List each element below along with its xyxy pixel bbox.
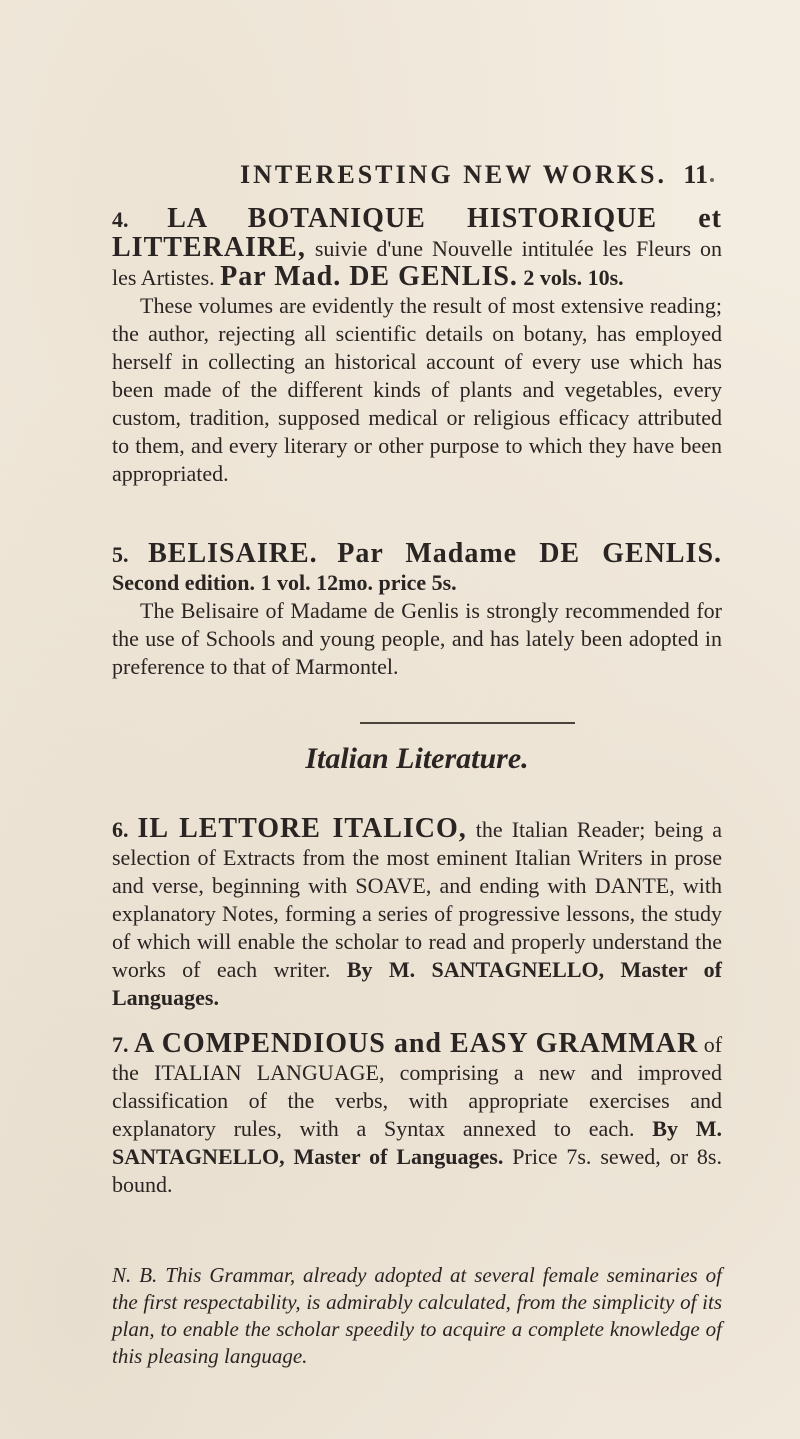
entry-description: the Italian Reader; being a selection of Extracts from the most eminent Italian Writers in prose and verse, beginning with SOAVE, and ending with DANTE, with explanatory Notes, forming a series of progressive lessons, the study of which will enable the scholar to read and properly understand the works of each writer. bbox=[112, 817, 723, 982]
entry-description: These volumes are evidently the result of most extensive reading; the author, rejecting all scientific details on botany, has employed herself in collecting an historical account of every use which has been made of the different kinds of plants and vegetables, every custom, tradition, supposed medical or religious efficacy attributed to them, and every literary or other purpose to which they have been appropriated. bbox=[112, 293, 722, 486]
entry-format: 2 vols. 10s. bbox=[523, 265, 624, 290]
entry-7-grammar bbox=[112, 1030, 722, 1199]
entry-5-belisaire bbox=[112, 540, 722, 681]
entry-author: By M. SANTAGNELLO, Master of Languages. bbox=[112, 957, 723, 1010]
entry-number: 7. bbox=[112, 1032, 129, 1057]
entry-price: Price 7s. sewed, or 8s. bound. bbox=[112, 1144, 722, 1197]
ink-dot bbox=[710, 178, 714, 182]
entry-description: The Belisaire of Madame de Genlis is strongly recommended for the use of Schools and young people, and has lately been adopted in preference to that of Marmontel. bbox=[112, 598, 722, 679]
entry-format: Second edition. 1 vol. 12mo. price 5s. bbox=[112, 570, 457, 595]
entry-6-lettore bbox=[112, 815, 722, 1012]
entry-4-botanique bbox=[112, 205, 722, 488]
section-title: Italian Literature. bbox=[305, 742, 529, 775]
entry-number: 5. bbox=[112, 542, 129, 567]
entry-author: Par Madame DE GENLIS. bbox=[337, 538, 723, 569]
entry-subtitle: suivie d'une Nouvelle intitulée les Fleurs on les Artistes. bbox=[112, 236, 723, 290]
entry-heading: LA BOTANIQUE HISTORIQUE et LITTERAIRE, bbox=[112, 203, 722, 263]
section-rule bbox=[360, 722, 575, 724]
running-head-title: INTERESTING NEW WORKS. bbox=[240, 160, 667, 189]
entry-heading: A COMPENDIOUS and EASY GRAMMAR bbox=[134, 1028, 699, 1059]
entry-author: By M. SANTAGNELLO, Master of Languages. bbox=[112, 1116, 722, 1169]
running-head bbox=[232, 160, 712, 200]
entry-number: 4. bbox=[112, 207, 129, 232]
grammar-note: N. B. This Grammar, already adopted at several female seminaries of the first respectability, is admirably calculated, from the simplicity of its plan, to enable the scholar speedily to acquire a complete knowledge of this pleasing language. bbox=[112, 1263, 722, 1368]
entry-number: 6. bbox=[112, 817, 129, 842]
entry-author: Par Mad. DE GENLIS. bbox=[220, 261, 518, 292]
entry-heading: IL LETTORE ITALICO, bbox=[137, 813, 467, 844]
entry-description: of the ITALIAN LANGUAGE, comprising a new and improved classification of the verbs, with appropriate exercises and explanatory rules, with a Syntax annexed to each. bbox=[112, 1032, 723, 1141]
entry-heading: BELISAIRE. bbox=[148, 538, 318, 569]
page-number: 11 bbox=[683, 160, 708, 189]
